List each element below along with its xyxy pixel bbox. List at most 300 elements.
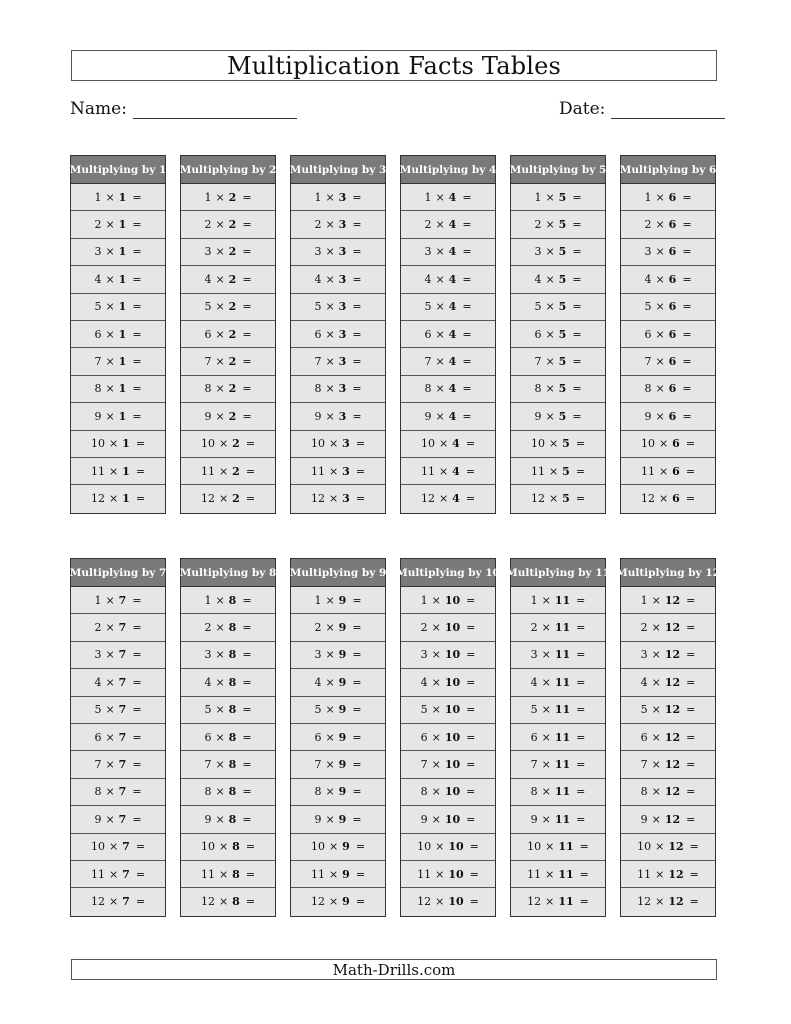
- multiplicand: 8: [94, 785, 102, 799]
- multiplicand: 3: [530, 648, 538, 662]
- times-sign: ×: [105, 218, 115, 232]
- fact-row: [71, 642, 165, 669]
- multiplier: 12: [664, 730, 681, 744]
- multiplier: 12: [664, 703, 681, 717]
- multiplicand: 6: [424, 327, 432, 341]
- multiplier: 6: [668, 300, 677, 314]
- times-sign: ×: [545, 272, 555, 286]
- times-sign: ×: [325, 327, 335, 341]
- fact-row: [401, 376, 495, 403]
- equals-sign: =: [576, 785, 586, 799]
- multiplicand: 6: [534, 327, 542, 341]
- multiplicand: 4: [204, 675, 212, 689]
- times-sign: ×: [215, 245, 225, 259]
- times-sign: ×: [435, 409, 445, 423]
- fact-row: [291, 485, 385, 512]
- fact-row: [511, 184, 605, 211]
- multiplicand: 9: [314, 409, 322, 423]
- fact-row: [181, 211, 275, 238]
- equals-sign: =: [466, 675, 476, 689]
- multiplicand: 6: [204, 327, 212, 341]
- multiplier: 7: [122, 867, 130, 881]
- fact-row: [291, 321, 385, 348]
- times-sign: ×: [105, 327, 115, 341]
- multiplicand: 6: [420, 730, 428, 744]
- fact-row: [181, 861, 275, 888]
- equals-sign: =: [686, 730, 696, 744]
- fact-row: [71, 184, 165, 211]
- times-sign: ×: [108, 867, 119, 881]
- multiplier: 9: [342, 895, 350, 909]
- multiplier: 1: [118, 355, 127, 369]
- fact-row: [511, 669, 605, 696]
- fact-row: [291, 587, 385, 614]
- multiplier: 10: [444, 648, 461, 662]
- times-sign: ×: [438, 464, 449, 478]
- equals-sign: =: [575, 437, 586, 451]
- fact-row: [71, 614, 165, 641]
- equals-sign: =: [579, 867, 589, 881]
- equals-sign: =: [132, 621, 142, 635]
- times-sign: ×: [545, 867, 555, 881]
- equals-sign: =: [462, 218, 472, 232]
- times-sign: ×: [105, 730, 115, 744]
- fact-row: [181, 348, 275, 375]
- multiplier: 11: [554, 785, 571, 799]
- multiplier: 12: [664, 758, 681, 772]
- fact-row: [291, 184, 385, 211]
- fact-row: [511, 376, 605, 403]
- equals-sign: =: [132, 812, 142, 826]
- equals-sign: =: [466, 593, 476, 607]
- multiplicand: 4: [204, 272, 212, 286]
- multiplicand: 6: [314, 327, 322, 341]
- equals-sign: =: [572, 190, 582, 204]
- multiplicand: 10: [640, 437, 655, 451]
- multiplicand: 10: [310, 437, 325, 451]
- fact-row: [401, 211, 495, 238]
- multiplicand: 3: [420, 648, 428, 662]
- times-sign: ×: [651, 648, 661, 662]
- times-sign: ×: [541, 621, 551, 635]
- multiplication-table-2: [180, 155, 276, 514]
- multiplier: 2: [232, 437, 240, 451]
- equals-sign: =: [575, 464, 586, 478]
- multiplicand: 7: [204, 758, 212, 772]
- multiplication-table-11: [506, 558, 610, 917]
- name-blank-line[interactable]: [133, 96, 297, 119]
- multiplicand: 4: [530, 675, 538, 689]
- fact-row: [291, 861, 385, 888]
- multiplicand: 8: [530, 785, 538, 799]
- equals-sign: =: [462, 190, 472, 204]
- multiplier: 2: [228, 355, 237, 369]
- multiplier: 3: [338, 218, 347, 232]
- multiplicand: 3: [204, 245, 212, 259]
- equals-sign: =: [242, 758, 252, 772]
- times-sign: ×: [328, 437, 339, 451]
- multiplicand: 11: [200, 867, 215, 881]
- fact-row: [71, 376, 165, 403]
- equals-sign: =: [462, 245, 472, 259]
- multiplicand: 3: [94, 245, 102, 259]
- equals-sign: =: [132, 409, 142, 423]
- table-header: Multiplying by 6: [621, 156, 715, 184]
- date-label: Date:: [559, 99, 606, 119]
- times-sign: ×: [325, 218, 335, 232]
- equals-sign: =: [352, 409, 362, 423]
- multiplicand: 9: [424, 409, 432, 423]
- times-sign: ×: [545, 382, 555, 396]
- times-sign: ×: [218, 437, 229, 451]
- equals-sign: =: [572, 382, 582, 396]
- multiplier: 8: [232, 895, 240, 909]
- equals-sign: =: [242, 812, 252, 826]
- times-sign: ×: [545, 895, 555, 909]
- times-sign: ×: [325, 245, 335, 259]
- fact-row: [181, 642, 275, 669]
- fact-row: [71, 294, 165, 321]
- times-sign: ×: [325, 272, 335, 286]
- multiplicand: 9: [644, 409, 652, 423]
- fact-row: [71, 861, 165, 888]
- multiplier: 4: [448, 355, 457, 369]
- multiplier: 11: [554, 593, 571, 607]
- multiplier: 7: [122, 895, 130, 909]
- equals-sign: =: [132, 648, 142, 662]
- times-sign: ×: [545, 245, 555, 259]
- multiplicand: 2: [530, 621, 538, 635]
- equals-sign: =: [462, 382, 472, 396]
- multiplier: 1: [118, 218, 127, 232]
- multiplier: 5: [558, 327, 567, 341]
- times-sign: ×: [651, 675, 661, 689]
- multiplicand: 1: [644, 190, 652, 204]
- fact-row: [291, 266, 385, 293]
- times-sign: ×: [105, 355, 115, 369]
- multiplicand: 6: [644, 327, 652, 341]
- equals-sign: =: [576, 621, 586, 635]
- multiplicand: 8: [420, 785, 428, 799]
- multiplier: 7: [118, 675, 127, 689]
- equals-sign: =: [572, 355, 582, 369]
- multiplier: 2: [228, 382, 237, 396]
- multiplicand: 2: [314, 621, 322, 635]
- equals-sign: =: [132, 190, 142, 204]
- equals-sign: =: [682, 245, 692, 259]
- multiplicand: 4: [424, 272, 432, 286]
- multiplicand: 2: [204, 621, 212, 635]
- multiplier: 6: [668, 190, 677, 204]
- multiplication-table-9: [290, 558, 386, 917]
- times-sign: ×: [655, 867, 665, 881]
- multiplicand: 1: [640, 593, 648, 607]
- multiplicand: 9: [640, 812, 648, 826]
- equals-sign: =: [135, 867, 146, 881]
- equals-sign: =: [686, 675, 696, 689]
- times-sign: ×: [325, 621, 335, 635]
- equals-sign: =: [352, 218, 362, 232]
- equals-sign: =: [686, 785, 696, 799]
- fact-row: [181, 669, 275, 696]
- multiplier: 8: [228, 812, 237, 826]
- multiplicand: 5: [420, 703, 428, 717]
- multiplier: 11: [554, 648, 571, 662]
- fact-row: [621, 211, 715, 238]
- times-sign: ×: [541, 703, 551, 717]
- equals-sign: =: [355, 840, 366, 854]
- times-sign: ×: [215, 812, 225, 826]
- equals-sign: =: [132, 218, 142, 232]
- multiplicand: 5: [314, 703, 322, 717]
- multiplier: 1: [118, 409, 127, 423]
- equals-sign: =: [245, 437, 256, 451]
- multiplicand: 2: [94, 218, 102, 232]
- equals-sign: =: [132, 355, 142, 369]
- equals-sign: =: [135, 840, 146, 854]
- fact-row: [401, 458, 495, 485]
- multiplier: 3: [338, 245, 347, 259]
- multiplier: 2: [232, 464, 240, 478]
- equals-sign: =: [352, 648, 362, 662]
- multiplicand: 12: [200, 492, 215, 506]
- multiplicand: 8: [94, 382, 102, 396]
- times-sign: ×: [655, 355, 665, 369]
- fact-row: [291, 614, 385, 641]
- times-sign: ×: [435, 300, 445, 314]
- multiplier: 10: [448, 840, 464, 854]
- equals-sign: =: [682, 409, 692, 423]
- multiplier: 5: [558, 355, 567, 369]
- multiplicand: 4: [534, 272, 542, 286]
- equals-sign: =: [352, 621, 362, 635]
- multiplicand: 4: [314, 272, 322, 286]
- equals-sign: =: [572, 272, 582, 286]
- equals-sign: =: [242, 218, 252, 232]
- fact-row: [401, 724, 495, 751]
- times-sign: ×: [658, 464, 669, 478]
- fact-row: [511, 239, 605, 266]
- times-sign: ×: [438, 492, 449, 506]
- equals-sign: =: [355, 437, 366, 451]
- multiplier: 12: [664, 785, 681, 799]
- times-sign: ×: [435, 840, 445, 854]
- multiplier: 4: [448, 190, 457, 204]
- multiplicand: 8: [204, 382, 212, 396]
- equals-sign: =: [242, 300, 252, 314]
- equals-sign: =: [579, 840, 589, 854]
- multiplicand: 3: [534, 245, 542, 259]
- fact-row: [621, 321, 715, 348]
- times-sign: ×: [215, 218, 225, 232]
- equals-sign: =: [576, 593, 586, 607]
- multiplier: 5: [562, 492, 570, 506]
- times-sign: ×: [655, 272, 665, 286]
- times-sign: ×: [215, 621, 225, 635]
- multiplicand: 9: [94, 812, 102, 826]
- multiplicand: 10: [527, 840, 542, 854]
- fact-row: [621, 458, 715, 485]
- fact-row: [621, 779, 715, 806]
- multiplier: 4: [448, 409, 457, 423]
- times-sign: ×: [218, 840, 229, 854]
- equals-sign: =: [352, 382, 362, 396]
- multiplicand: 11: [310, 464, 325, 478]
- multiplier: 12: [664, 812, 681, 826]
- multiplicand: 11: [637, 867, 652, 881]
- times-sign: ×: [215, 785, 225, 799]
- multiplier: 4: [448, 218, 457, 232]
- fact-row: [401, 834, 495, 861]
- multiplicand: 10: [90, 437, 105, 451]
- equals-sign: =: [242, 409, 252, 423]
- times-sign: ×: [435, 355, 445, 369]
- equals-sign: =: [575, 492, 586, 506]
- multiplicand: 3: [640, 648, 648, 662]
- times-sign: ×: [215, 300, 225, 314]
- multiplicand: 12: [527, 895, 542, 909]
- multiplier: 12: [664, 675, 681, 689]
- fact-row: [291, 376, 385, 403]
- multiplicand: 6: [94, 327, 102, 341]
- times-sign: ×: [108, 464, 119, 478]
- multiplier: 9: [338, 648, 347, 662]
- multiplicand: 5: [204, 703, 212, 717]
- times-sign: ×: [431, 730, 441, 744]
- table-header: Multiplying by 10: [401, 559, 495, 587]
- equals-sign: =: [132, 675, 142, 689]
- multiplier: 11: [554, 703, 571, 717]
- multiplicand: 6: [94, 730, 102, 744]
- fact-row: [291, 697, 385, 724]
- fact-row: [511, 751, 605, 778]
- multiplier: 8: [232, 840, 240, 854]
- multiplicand: 2: [640, 621, 648, 635]
- times-sign: ×: [431, 593, 441, 607]
- fact-row: [181, 458, 275, 485]
- multiplier: 9: [338, 703, 347, 717]
- date-blank-line[interactable]: [611, 96, 725, 119]
- times-sign: ×: [105, 621, 115, 635]
- multiplicand: 2: [644, 218, 652, 232]
- equals-sign: =: [132, 730, 142, 744]
- multiplier: 12: [668, 867, 684, 881]
- multiplier: 7: [118, 621, 127, 635]
- equals-sign: =: [689, 895, 699, 909]
- multiplicand: 10: [417, 840, 432, 854]
- multiplicand: 9: [314, 812, 322, 826]
- fact-row: [291, 403, 385, 430]
- multiplier: 12: [664, 621, 681, 635]
- equals-sign: =: [466, 758, 476, 772]
- equals-sign: =: [352, 327, 362, 341]
- table-header: Multiplying by 2: [181, 156, 275, 184]
- equals-sign: =: [685, 437, 696, 451]
- equals-sign: =: [682, 190, 692, 204]
- fact-row: [71, 779, 165, 806]
- multiplier: 3: [342, 437, 350, 451]
- multiplier: 1: [118, 272, 127, 286]
- multiplier: 4: [448, 245, 457, 259]
- multiplicand: 7: [314, 758, 322, 772]
- times-sign: ×: [325, 382, 335, 396]
- fact-row: [71, 431, 165, 458]
- multiplicand: 9: [530, 812, 538, 826]
- multiplier: 6: [668, 218, 677, 232]
- multiplicand: 11: [420, 464, 435, 478]
- fact-row: [401, 431, 495, 458]
- multiplier: 7: [118, 648, 127, 662]
- multiplier: 2: [228, 218, 237, 232]
- multiplicand: 3: [314, 648, 322, 662]
- equals-sign: =: [242, 190, 252, 204]
- multiplier: 1: [122, 437, 130, 451]
- table-header: Multiplying by 1: [71, 156, 165, 184]
- multiplicand: 3: [314, 245, 322, 259]
- fact-row: [181, 184, 275, 211]
- fact-row: [401, 697, 495, 724]
- multiplier: 2: [232, 492, 240, 506]
- times-sign: ×: [435, 895, 445, 909]
- multiplicand: 5: [314, 300, 322, 314]
- multiplicand: 4: [94, 675, 102, 689]
- times-sign: ×: [105, 812, 115, 826]
- fact-row: [511, 211, 605, 238]
- multiplicand: 3: [204, 648, 212, 662]
- equals-sign: =: [685, 464, 696, 478]
- equals-sign: =: [572, 327, 582, 341]
- times-sign: ×: [658, 437, 669, 451]
- fact-row: [401, 779, 495, 806]
- multiplier: 3: [338, 409, 347, 423]
- equals-sign: =: [352, 300, 362, 314]
- times-sign: ×: [215, 327, 225, 341]
- fact-row: [71, 806, 165, 833]
- equals-sign: =: [685, 492, 696, 506]
- equals-sign: =: [465, 437, 476, 451]
- fact-row: [401, 403, 495, 430]
- multiplier: 10: [444, 703, 461, 717]
- equals-sign: =: [682, 272, 692, 286]
- times-sign: ×: [435, 327, 445, 341]
- equals-sign: =: [469, 867, 479, 881]
- times-sign: ×: [328, 464, 339, 478]
- multiplicand: 6: [640, 730, 648, 744]
- equals-sign: =: [135, 492, 146, 506]
- multiplicand: 1: [424, 190, 432, 204]
- multiplicand: 6: [530, 730, 538, 744]
- fact-row: [511, 294, 605, 321]
- times-sign: ×: [218, 867, 229, 881]
- equals-sign: =: [469, 895, 479, 909]
- fact-row: [291, 294, 385, 321]
- multiplier: 5: [558, 409, 567, 423]
- multiplication-table-5: [510, 155, 606, 514]
- equals-sign: =: [245, 867, 256, 881]
- equals-sign: =: [466, 648, 476, 662]
- times-sign: ×: [431, 785, 441, 799]
- table-header: Multiplying by 5: [511, 156, 605, 184]
- multiplier: 8: [228, 621, 237, 635]
- times-sign: ×: [105, 703, 115, 717]
- times-sign: ×: [328, 840, 339, 854]
- multiplicand: 11: [90, 867, 105, 881]
- equals-sign: =: [132, 785, 142, 799]
- multiplicand: 11: [530, 464, 545, 478]
- multiplier: 2: [228, 327, 237, 341]
- times-sign: ×: [328, 492, 339, 506]
- equals-sign: =: [682, 327, 692, 341]
